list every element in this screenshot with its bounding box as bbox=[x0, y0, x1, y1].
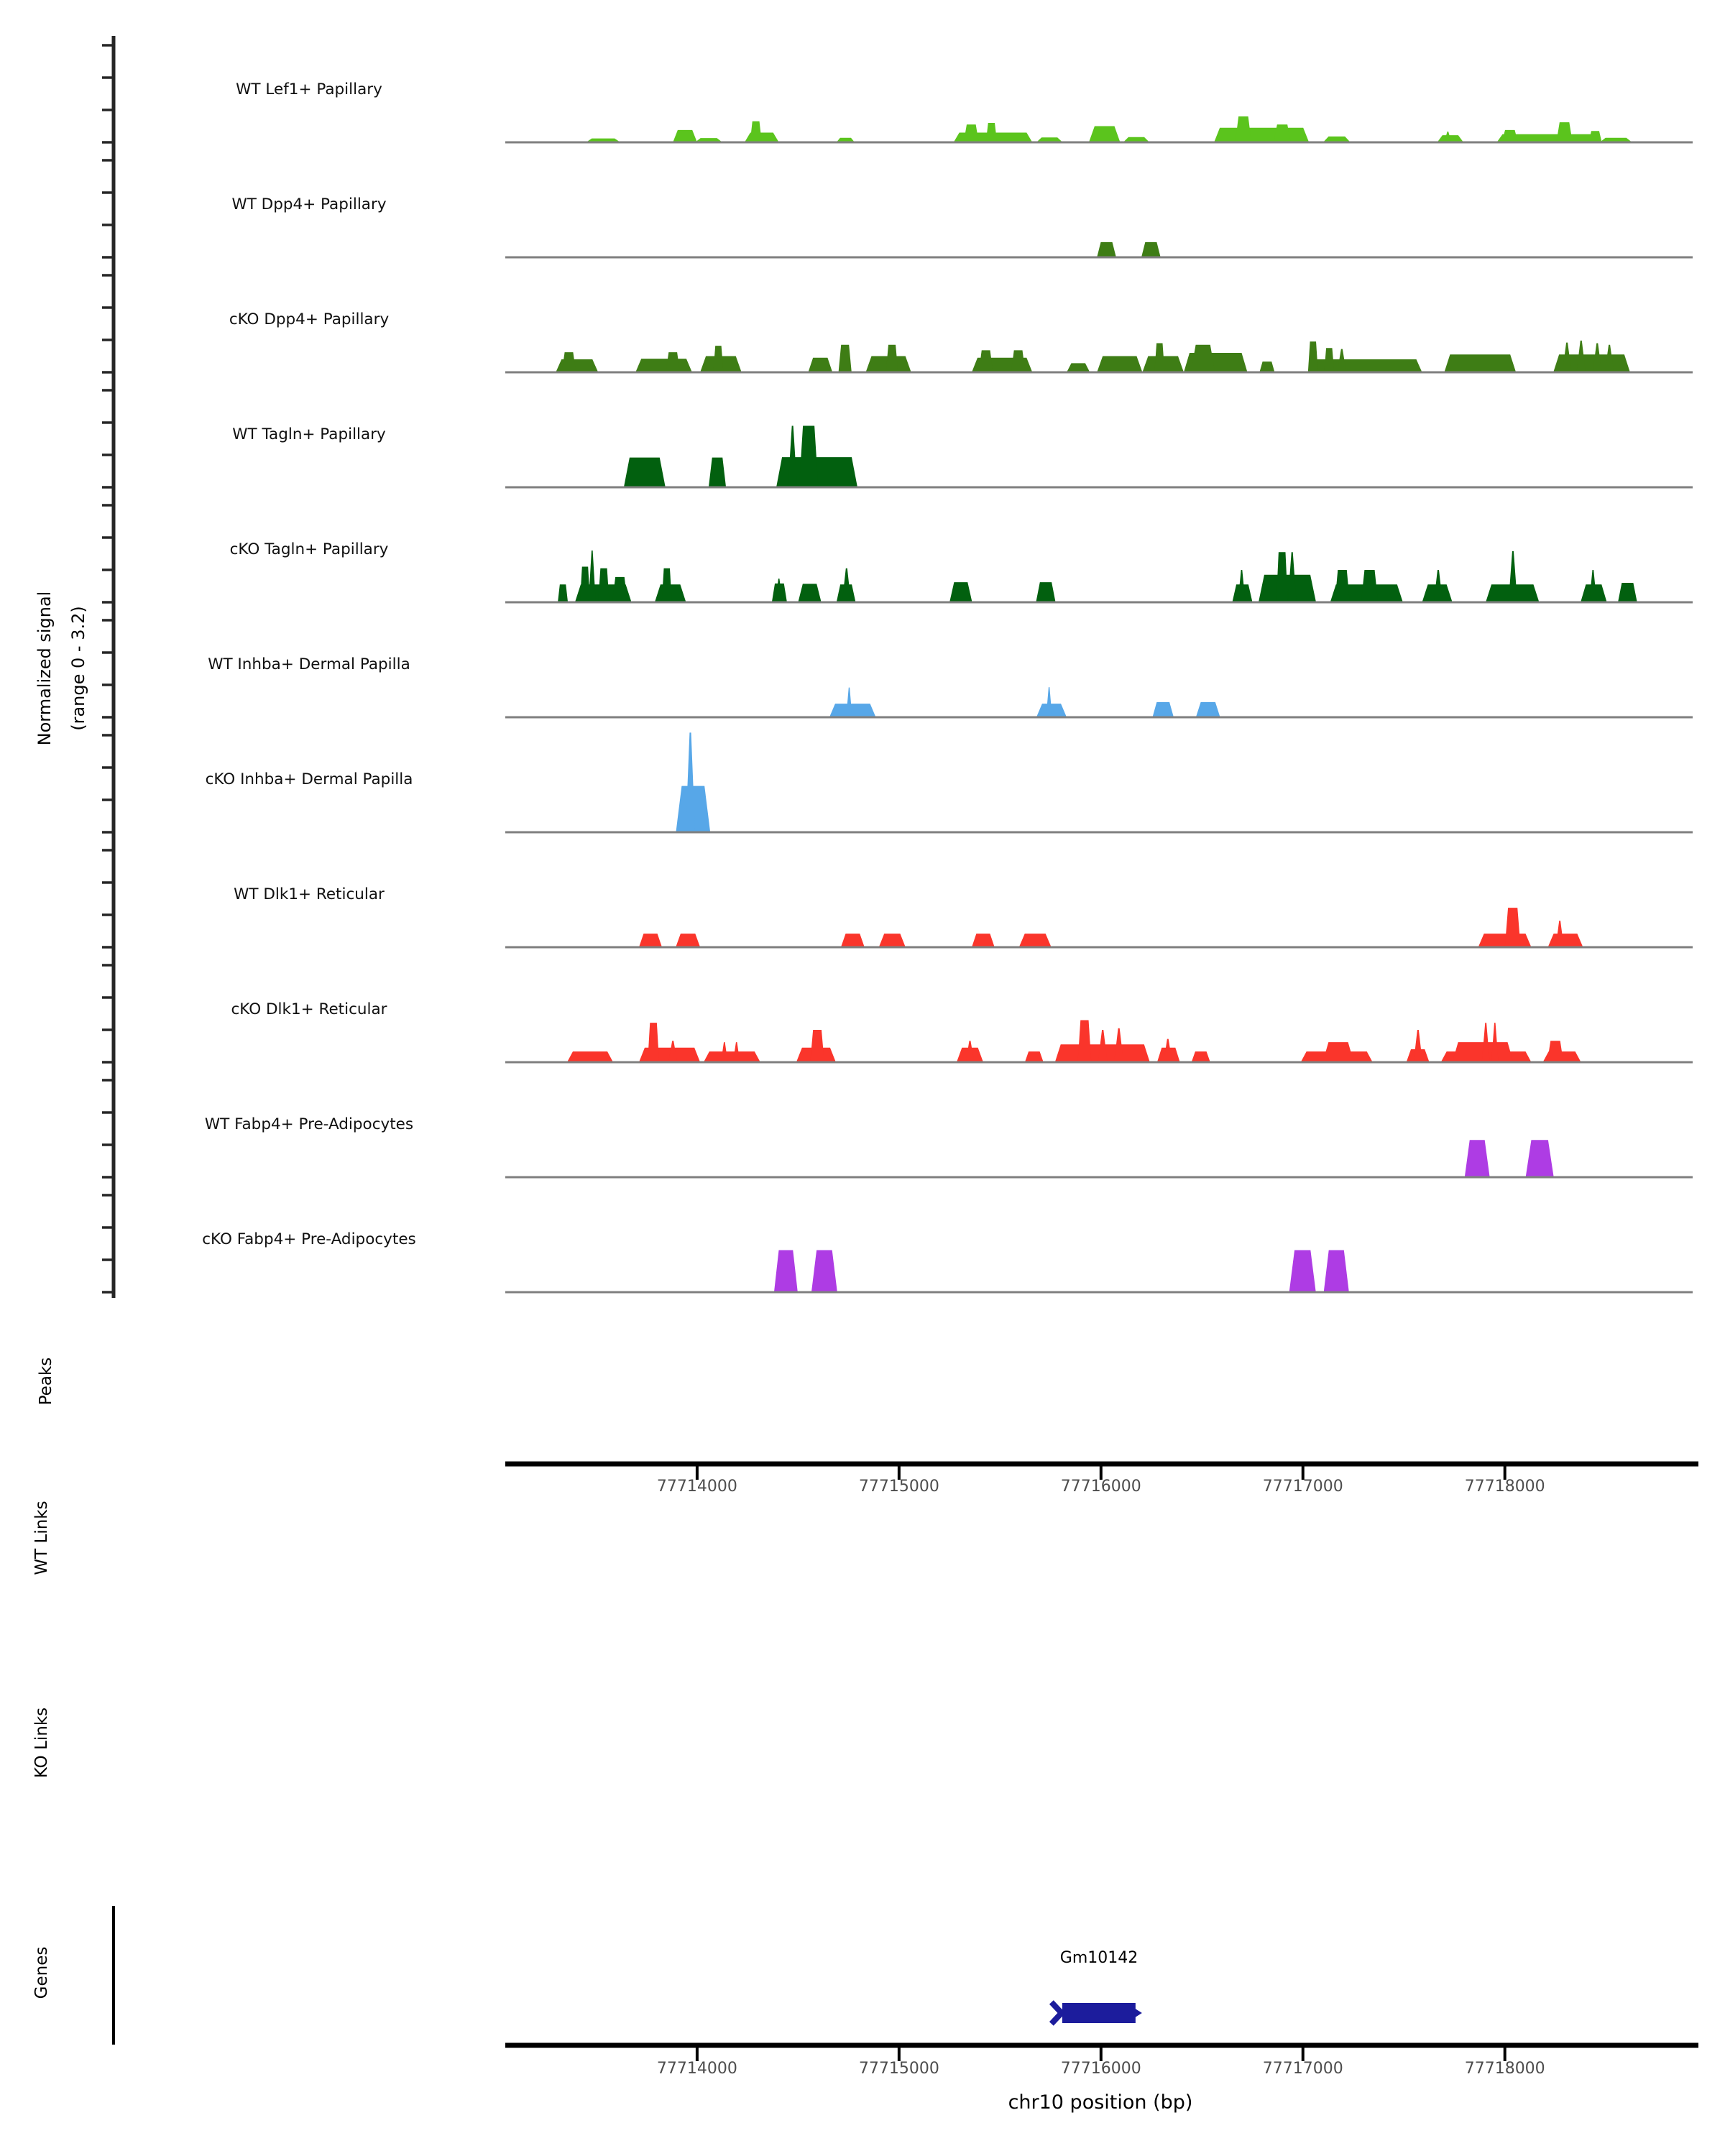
signal-peak bbox=[774, 1250, 798, 1293]
signal-peak bbox=[1548, 934, 1583, 947]
ruler-tick-label: 77715000 bbox=[858, 2060, 939, 2078]
signal-peak bbox=[1196, 702, 1220, 717]
ruler-tick-label: 77714000 bbox=[656, 1478, 737, 1496]
ruler-tick-label: 77718000 bbox=[1464, 2060, 1545, 2078]
section-label-wt-links: WT Links bbox=[32, 1501, 51, 1575]
signal-peak bbox=[1025, 1051, 1044, 1062]
signal-peak bbox=[1556, 122, 1572, 142]
signal-peak bbox=[798, 584, 821, 602]
gene-arrow-tip bbox=[1134, 2008, 1142, 2018]
signal-peak bbox=[829, 704, 876, 717]
signal-peak bbox=[1588, 131, 1601, 142]
signal-peak bbox=[1526, 1140, 1554, 1177]
signal-peak bbox=[788, 426, 797, 488]
signal-peak bbox=[635, 359, 692, 372]
signal-peak bbox=[624, 458, 666, 487]
signal-peak bbox=[1097, 242, 1116, 257]
signal-peak bbox=[979, 350, 993, 372]
signal-peak bbox=[745, 133, 779, 143]
signal-peak bbox=[1236, 116, 1251, 142]
signal-peak bbox=[1152, 702, 1174, 717]
signal-peak bbox=[1618, 583, 1637, 602]
signal-peak bbox=[1089, 126, 1121, 143]
signal-peak bbox=[1097, 356, 1142, 373]
section-label-peaks: Peaks bbox=[37, 1357, 55, 1406]
signal-peak bbox=[1274, 124, 1291, 142]
signal-peak bbox=[567, 1051, 613, 1062]
track-label: cKO Dpp4+ Papillary bbox=[229, 310, 390, 328]
signal-peak bbox=[1036, 582, 1055, 602]
track-label: WT Fabp4+ Pre-Adipocytes bbox=[204, 1115, 414, 1133]
track-label: WT Tagln+ Papillary bbox=[232, 425, 386, 443]
signal-peak bbox=[1324, 1250, 1349, 1293]
signal-peak bbox=[879, 934, 906, 947]
signal-peak bbox=[666, 352, 680, 372]
signal-peak bbox=[949, 582, 972, 602]
signal-peak bbox=[1505, 908, 1521, 947]
ruler-tick-label: 77714000 bbox=[656, 2060, 737, 2078]
signal-peak bbox=[558, 584, 568, 602]
signal-peak bbox=[704, 1051, 760, 1062]
signal-peak bbox=[799, 426, 819, 488]
signal-peak bbox=[986, 123, 997, 142]
signal-peak bbox=[808, 358, 832, 372]
ruler-tick-label: 77716000 bbox=[1060, 2060, 1141, 2078]
signal-peak bbox=[810, 1030, 824, 1062]
section-label-ko-links: KO Links bbox=[32, 1707, 51, 1779]
signal-peak bbox=[1289, 1250, 1316, 1293]
signal-peak bbox=[1547, 1041, 1563, 1062]
signal-peak bbox=[580, 567, 590, 603]
signal-peak bbox=[639, 934, 662, 947]
gene-name-label: Gm10142 bbox=[1059, 1949, 1138, 1967]
signal-peak bbox=[1324, 348, 1334, 372]
signal-peak bbox=[750, 121, 762, 142]
ruler-tick-label: 77717000 bbox=[1262, 1478, 1343, 1496]
signal-peak bbox=[648, 1023, 659, 1062]
signal-peak bbox=[841, 934, 865, 947]
track-label: WT Inhba+ Dermal Papilla bbox=[208, 655, 410, 673]
signal-peak bbox=[1444, 354, 1516, 372]
signal-peak bbox=[964, 124, 979, 142]
signal-peak bbox=[562, 352, 576, 372]
signal-peak bbox=[598, 568, 609, 602]
track-label: cKO Fabp4+ Pre-Adipocytes bbox=[202, 1230, 416, 1248]
signal-peak bbox=[972, 934, 995, 947]
signal-peak bbox=[839, 345, 852, 372]
signal-peak bbox=[811, 1250, 837, 1293]
signal-peak bbox=[1308, 341, 1318, 372]
ruler-tick-label: 77717000 bbox=[1262, 2060, 1343, 2078]
signal-peak bbox=[1011, 350, 1026, 372]
signal-peak bbox=[686, 732, 695, 832]
signal-peak bbox=[1141, 242, 1161, 257]
ruler-tick-label: 77715000 bbox=[858, 1478, 939, 1496]
signal-peak bbox=[1259, 361, 1274, 372]
x-axis-title: chr10 position (bp) bbox=[1008, 2091, 1193, 2114]
signal-peak bbox=[612, 577, 627, 602]
section-label-genes: Genes bbox=[32, 1946, 51, 1999]
signal-peak bbox=[1414, 1030, 1422, 1062]
signal-peak bbox=[1502, 130, 1518, 142]
signal-peak bbox=[1478, 934, 1532, 947]
gene-strand-arrow bbox=[1052, 2002, 1062, 2024]
y-axis-label-line2: (range 0 - 3.2) bbox=[68, 606, 88, 731]
ruler-tick-label: 77718000 bbox=[1464, 1478, 1545, 1496]
signal-peak bbox=[1465, 1140, 1490, 1177]
signal-peak bbox=[1214, 128, 1309, 142]
y-axis-label-line1: Normalized signal bbox=[34, 591, 55, 746]
signal-peak bbox=[709, 458, 726, 487]
signal-peak bbox=[662, 568, 672, 602]
signal-peak bbox=[1154, 344, 1164, 373]
signal-peak bbox=[1335, 570, 1350, 602]
signal-peak bbox=[1322, 1042, 1353, 1062]
signal-peak bbox=[676, 934, 700, 947]
signal-peak bbox=[673, 130, 697, 142]
signal-peak bbox=[1046, 687, 1052, 717]
ruler-tick-label: 77716000 bbox=[1060, 1478, 1141, 1496]
signal-peak bbox=[1067, 363, 1090, 372]
signal-peak bbox=[1078, 1021, 1092, 1063]
signal-peak bbox=[1361, 570, 1379, 602]
signal-peak bbox=[1509, 551, 1517, 602]
track-label: WT Dpp4+ Papillary bbox=[231, 195, 387, 213]
signal-peak bbox=[846, 688, 852, 717]
signal-peak bbox=[1192, 1051, 1210, 1062]
gene-body bbox=[1062, 2003, 1136, 2023]
signal-peak bbox=[1019, 934, 1052, 947]
signal-peak bbox=[1191, 345, 1215, 372]
signal-peak bbox=[886, 345, 898, 372]
track-label: cKO Inhba+ Dermal Papilla bbox=[205, 770, 413, 788]
signal-peak bbox=[1276, 552, 1288, 602]
track-label: cKO Dlk1+ Reticular bbox=[231, 1000, 387, 1018]
track-label: cKO Tagln+ Papillary bbox=[229, 540, 389, 558]
track-label: WT Dlk1+ Reticular bbox=[234, 885, 385, 903]
signal-peak bbox=[713, 346, 723, 372]
track-label: WT Lef1+ Papillary bbox=[236, 80, 382, 98]
